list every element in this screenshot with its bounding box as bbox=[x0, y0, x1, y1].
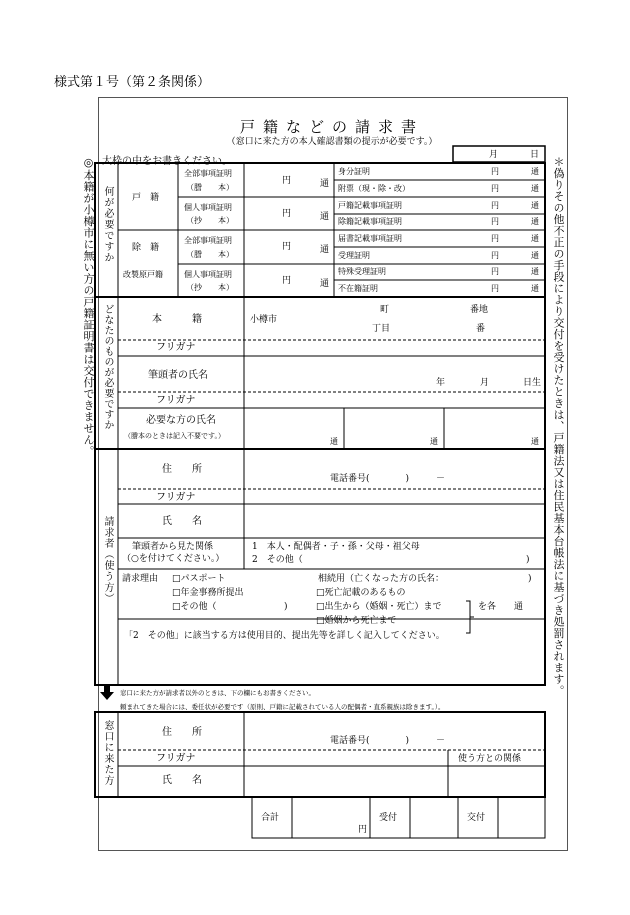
touhon-label-2: （謄 本） bbox=[186, 250, 234, 259]
touhon-label-1: （謄 本） bbox=[186, 183, 234, 192]
city-name: 小樽市 bbox=[250, 315, 278, 325]
reception-label: 受付 bbox=[379, 813, 398, 823]
reason-label: 請求理由 bbox=[122, 574, 159, 584]
kojin-label-2: 個人事項証明 bbox=[184, 270, 232, 279]
name-label: 氏 名 bbox=[162, 516, 202, 527]
relation-label: 筆頭者から見た関係 bbox=[132, 542, 214, 552]
tsu-unit: 通 bbox=[320, 279, 330, 289]
tsu-unit: 通 bbox=[531, 184, 539, 193]
tsu-unit: 通 bbox=[531, 284, 539, 293]
requester-name-input[interactable] bbox=[246, 506, 543, 536]
visitor-address-input[interactable] bbox=[246, 714, 543, 748]
phone-label: 電話番号( ) － bbox=[330, 736, 446, 746]
needed-person-note: （謄本のときは記入不要です。） bbox=[124, 432, 225, 440]
yen-unit: 円 bbox=[491, 217, 499, 226]
yen-unit: 円 bbox=[491, 234, 499, 243]
form-number: 様式第１号（第２条関係） bbox=[54, 75, 211, 90]
hittosha-label: 筆頭者の氏名 bbox=[148, 370, 208, 381]
name-label: 氏 名 bbox=[162, 775, 202, 786]
inheritance-label: 相続用（亡くなった方の氏名： bbox=[318, 574, 445, 584]
section-visitor-label: 窓口に来た方 bbox=[102, 720, 113, 786]
yen-unit: 円 bbox=[491, 284, 499, 293]
address-label: 住 所 bbox=[162, 464, 202, 475]
relation-to-user-input[interactable] bbox=[450, 768, 543, 795]
furigana-label: フリガナ bbox=[156, 492, 196, 503]
shouhon-label-1: （抄 本） bbox=[186, 216, 234, 225]
relation-note: （○を付けてください。） bbox=[122, 554, 225, 564]
relation-option-1[interactable]: 1 本人・配偶者・子・孫・父母・祖父母 bbox=[252, 542, 420, 552]
needed-person-label: 必要な方の氏名 bbox=[146, 415, 216, 426]
relation-option-2[interactable]: 2 その他（ bbox=[252, 555, 303, 565]
kojin-label-1: 個人事項証明 bbox=[184, 203, 232, 212]
other-checkbox[interactable]: □その他（ bbox=[172, 602, 217, 612]
form-subtitle: （窓口に来た方の本人確認書類の提示が必要です。） bbox=[226, 137, 438, 147]
requester-furigana-input[interactable] bbox=[246, 491, 543, 503]
cert-item: 除籍記載事項証明 bbox=[338, 217, 402, 226]
honseki-input[interactable] bbox=[246, 299, 543, 338]
year-label: 年 bbox=[436, 378, 446, 388]
yen-unit: 円 bbox=[282, 242, 292, 252]
relation-to-user-label: 使う方との関係 bbox=[458, 754, 522, 764]
tsu-unit: 通 bbox=[430, 437, 438, 446]
cert-item: 特殊受理証明 bbox=[338, 267, 386, 276]
visitor-furigana-input[interactable] bbox=[246, 752, 446, 765]
furigana-label: フリガナ bbox=[156, 342, 196, 353]
cert-item: 受理証明 bbox=[338, 251, 370, 260]
yen-unit: 円 bbox=[491, 267, 499, 276]
date-month-input[interactable] bbox=[458, 147, 486, 161]
needed-name-input-3[interactable] bbox=[446, 410, 543, 447]
pension-checkbox[interactable]: □年金事務所提出 bbox=[172, 588, 244, 598]
needed-name-input-1[interactable] bbox=[246, 410, 342, 447]
needed-name-input-2[interactable] bbox=[346, 410, 442, 447]
yen-unit: 円 bbox=[282, 209, 292, 219]
honseki-label: 本 籍 bbox=[152, 314, 202, 325]
section-what-needed-label: 何が必要ですか bbox=[102, 186, 113, 263]
cert-item: 附票（現・除・改） bbox=[338, 184, 410, 193]
banchi-label: 番地 bbox=[470, 305, 489, 315]
yen-unit: 円 bbox=[282, 176, 292, 186]
instruction-text: 太枠の中をお書きください。 bbox=[102, 156, 232, 167]
passport-checkbox[interactable]: □パスポート bbox=[172, 574, 226, 584]
tsu-unit: 通 bbox=[320, 179, 330, 189]
death-record-checkbox[interactable]: □死亡記載のあるもの bbox=[316, 588, 406, 598]
visitor-name-input[interactable] bbox=[246, 768, 446, 795]
yen-unit: 円 bbox=[491, 167, 499, 176]
ban-label: 番 bbox=[476, 324, 486, 334]
furigana-label: フリガナ bbox=[156, 395, 196, 406]
birth-to-checkbox[interactable]: □出生から（婚姻・死亡）まで bbox=[316, 602, 442, 612]
left-side-note: ◎本籍が小樽市に無い方の戸籍証明書は交付できません。 bbox=[82, 156, 95, 457]
relation-option-2-close: ) bbox=[526, 555, 530, 565]
machi-label: 町 bbox=[380, 305, 390, 315]
date-month: 月 bbox=[489, 150, 499, 160]
section-whose-label: どなたのものが必要ですか bbox=[102, 304, 113, 430]
other-usage-note: 「2 その他」に該当する方は使用目的、提出先等を詳しく記入してください。 bbox=[124, 631, 445, 641]
month-label: 月 bbox=[480, 378, 490, 388]
yen-unit: 円 bbox=[491, 184, 499, 193]
cert-item: 不在籍証明 bbox=[338, 284, 378, 293]
right-side-note: ＊偽りその他不正の手段により交付を受けたときは、戸籍法又は住民基本台帳法に基づき処罰されます。 bbox=[552, 156, 565, 697]
phone-label: 電話番号( ) － bbox=[330, 474, 446, 484]
cert-item: 身分証明 bbox=[338, 167, 370, 176]
section-requester-label: 請求者（使う方） bbox=[102, 516, 113, 604]
tsu-unit: 通 bbox=[531, 201, 539, 210]
tsu-unit: 通 bbox=[330, 437, 338, 446]
form-title: 戸籍などの請求書 bbox=[239, 118, 424, 136]
total-input[interactable] bbox=[294, 799, 354, 836]
yen-unit: 円 bbox=[491, 251, 499, 260]
issue-label: 交付 bbox=[467, 813, 486, 823]
tsu-unit: 通 bbox=[531, 234, 539, 243]
koseki-label: 戸 籍 bbox=[132, 193, 160, 203]
tsu-unit: 通 bbox=[531, 251, 539, 260]
down-arrow-icon bbox=[100, 692, 114, 700]
cert-item: 戸籍記載事項証明 bbox=[338, 201, 402, 210]
birth-day-label: 日生 bbox=[523, 378, 542, 388]
hittosha-furigana-input[interactable] bbox=[246, 341, 543, 355]
usage-detail-input[interactable] bbox=[120, 645, 543, 683]
date-day: 日 bbox=[530, 150, 540, 160]
marriage-to-death-checkbox[interactable]: □婚姻から死亡まで bbox=[316, 616, 397, 626]
tsu-unit: 通 bbox=[320, 212, 330, 222]
shouhon-label-2: （抄 本） bbox=[186, 283, 234, 292]
furigana-label: フリガナ bbox=[156, 753, 196, 764]
each-copies-label: を各 通 bbox=[478, 602, 524, 612]
cert-item: 届書記載事項証明 bbox=[338, 234, 402, 243]
tsu-unit: 通 bbox=[531, 167, 539, 176]
tsu-unit: 通 bbox=[531, 267, 539, 276]
chome-label: 丁目 bbox=[372, 324, 391, 334]
requester-address-input[interactable] bbox=[246, 451, 543, 487]
zenbu-label-1: 全部事項証明 bbox=[184, 169, 232, 178]
kaisei-label: 改製原戸籍 bbox=[123, 270, 163, 279]
proxy-note-2: 頼まれてきた場合には、委任状が必要です（原則、戸籍に記載されている人の配偶者・直系親族は除きます。）。 bbox=[120, 703, 445, 711]
hittosha-name-input[interactable] bbox=[246, 358, 426, 390]
joseki-label: 除 籍 bbox=[132, 243, 160, 253]
total-yen-unit: 円 bbox=[358, 825, 368, 835]
other-close: ) bbox=[284, 602, 288, 612]
tsu-unit: 通 bbox=[531, 217, 539, 226]
total-label: 合計 bbox=[261, 813, 280, 823]
yen-unit: 円 bbox=[282, 276, 292, 286]
proxy-note-1: 窓口に来た方が請求者以外のときは、下の欄にもお書きください。 bbox=[120, 689, 315, 697]
tsu-unit: 通 bbox=[531, 437, 539, 446]
needed-furigana-input[interactable] bbox=[246, 394, 543, 407]
zenbu-label-2: 全部事項証明 bbox=[184, 236, 232, 245]
address-label: 住 所 bbox=[162, 727, 202, 738]
yen-unit: 円 bbox=[491, 201, 499, 210]
inheritance-close: ) bbox=[528, 574, 532, 584]
tsu-unit: 通 bbox=[320, 245, 330, 255]
